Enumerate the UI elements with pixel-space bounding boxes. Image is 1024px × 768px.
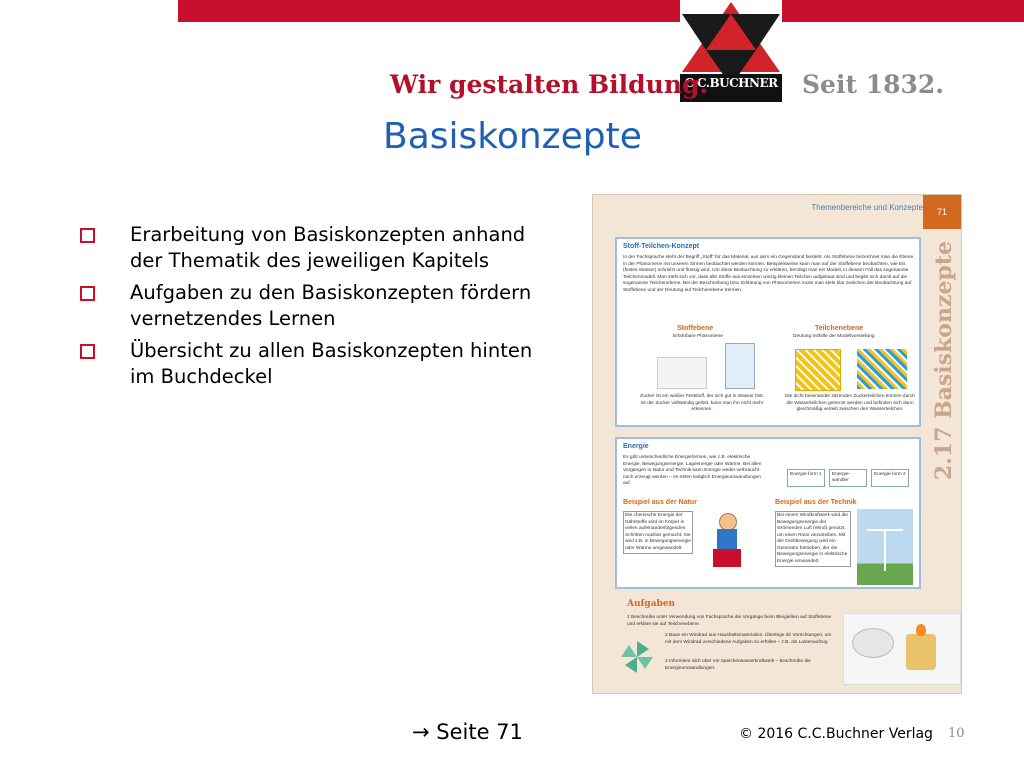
page-reference: → Seite 71 [412,720,523,744]
running-boy-image [705,513,749,573]
sugar-cubes-image [657,357,707,389]
task-item: 3 Informiere dich über ein Speicherwasserkraftwerk – beschreibe die Energieumwandlungen. [665,659,811,671]
book-header-label: Themenbereiche und Konzepte [811,203,923,212]
panel-title: Energie [623,443,649,450]
stoffebene-sub: Erfahrbare Phänomene [673,334,723,339]
tech-text: Bei einem Windkraftwerk wird die Bewegungsenergie der strömenden Luft (Wind) genutzt, um einen Rotor anzutreiben. Mit der Drehbewegung wird ein Generator betrieben, der die Bewegungsenergie in elektrische Energie umwandelt. [775,511,851,567]
stoffebene-caption: Zucker ist ein weißer Feststoff, der sich gut in Wasser löst. Ist der Zucker vollständig gelöst, kann man ihn nicht mehr erkennen. [640,394,764,412]
copyright: © 2016 C.C.Buchner Verlag [739,726,933,742]
panel-title: Stoff-Teilchen-Konzept [623,243,700,250]
teilchenebene-sub: Deutung mithilfe der Modellvorstellung [793,334,875,339]
nature-text: Die chemische Energie der Nährstoffe wird im Körper in vielen aufeinanderfolgenden Schritten nutzbar gemacht: Sie wird z.B. in Bewegungsenergie oder Wärme umgewandelt. [623,511,693,554]
flow-step: Energie-wandler [829,469,867,487]
task-item: 1 Beschreibe unter Verwendung von Fachsprache die Vorgänge beim Bleigießen auf Stoffebene und erkläre sie auf Teilchenebene. [627,615,832,627]
teilchenebene-caption: Die dicht beieinander sitzenden Zuckerteilchen können durch die Wasserteilchen getrennt werden und befinden sich dann gleichmäßig verteilt zwischen den Wasserteilchen. [785,394,915,412]
since-label: Seit 1832. [802,70,944,99]
book-spine-title: 2.17 Basiskonzepte [931,241,957,481]
sugar-particles-image [795,349,841,391]
book-page-image [592,194,962,694]
logo-brand-text: C.C.BUCHNER [684,76,778,90]
task-item: 2 Baue ein Windrad aus Haushaltsmaterialien. Überlege dir Vorrichtungen, um mit dem Windrad verschiedene Aufgaben zu erfüllen – z.B. als Lastenaufzug. [665,633,832,645]
teilchenebene-head: Teilchenebene [815,325,864,332]
slide-number: 10 [948,726,965,741]
stoffebene-head: Stoffebene [677,325,714,332]
hollow-square-icon [80,344,95,359]
lead-pouring-image [843,613,961,685]
bullet-item [80,280,550,332]
tasks-title: Aufgaben [627,599,676,609]
flow-step: Energie-form 2 [871,469,909,487]
hollow-square-icon [80,228,95,243]
energie-panel [615,437,921,589]
bullet-text: Erarbeitung von Basiskonzepten anhand der Thematik des jeweiligen Kapitels [130,223,526,272]
hollow-square-icon [80,286,95,301]
water-glass-image [725,343,755,389]
wind-turbine-image [857,509,913,585]
flow-step: Energie-form 1 [787,469,825,487]
nature-head: Beispiel aus der Natur [623,499,697,506]
mixed-particles-image [857,349,907,389]
bullet-item [80,338,550,390]
pinwheel-icon [619,639,655,675]
bullet-list [80,222,550,396]
panel-text: Es gibt unterschiedliche Energieformen, wie z.B. elektrische Energie, Bewegungsenergie, Lageenergie oder Wärme. Bei allen Vorgängen in Natur und Technik kann Energie weder verbraucht noch erzeugt werden – es treten lediglich Energieumwandlungen auf. [623,455,762,486]
slogan: Wir gestalten Bildung. [390,70,709,99]
top-red-bar [178,0,1024,22]
panel-text: In der Fachsprache steht der Begriff „Stoff“ für das Material, aus dem ein Gegenstand besteht. Als Stoffebene bezeichnet man die Ebene, in der Phänomene mit unseren Sinnen beobachtet werden können. Beispielsweise kann man auf der Stoffebene beobachten, wie Eis (festes Wasser) schmilzt und flüssig wird. Um diese Beobachtung zu erklären, benötigt man ein Modell, in diesem Fall das sogenannte Teilchenmodell. Man stellt sich vor, dass alle Stoffe aus einzelnen winzig kleinen Teilchen aufgebaut sind und begibt sich damit auf die sogenannte Teilchenebene. Bei der Beschreibung bzw. Erklärung von Phänomenen muss man stets klar zwischen der Beobachtung auf Stoffebene und der Deutung auf Teilchenebene trennen. [623,255,915,293]
bullet-item [80,222,550,274]
slide-title: Basiskonzepte [383,116,642,157]
book-page-number: 71 [923,195,961,229]
tech-head: Beispiel aus der Technik [775,499,857,506]
bullet-text: Übersicht zu allen Basiskonzepten hinten im Buchdeckel [130,339,533,388]
bullet-text: Aufgaben zu den Basiskonzepten fördern vernetzendes Lernen [130,281,532,330]
stoff-teilchen-panel [615,237,921,427]
